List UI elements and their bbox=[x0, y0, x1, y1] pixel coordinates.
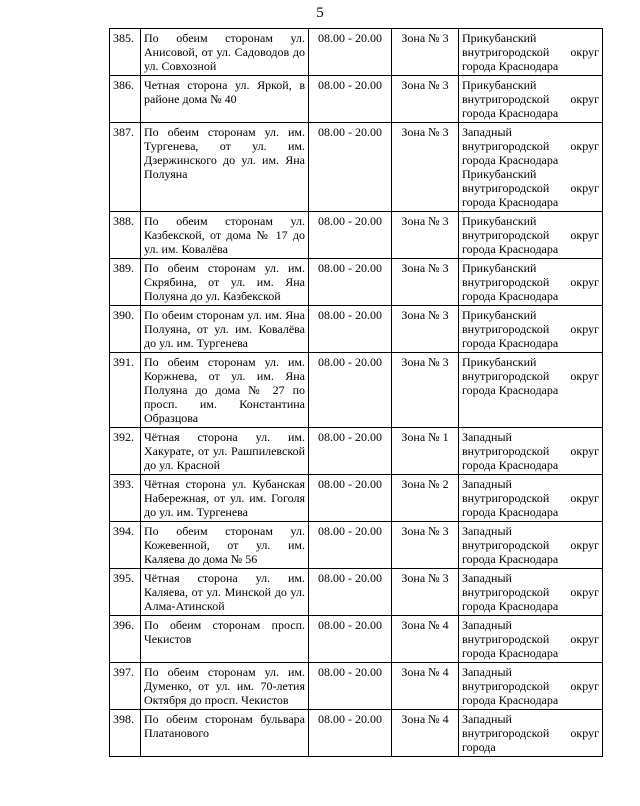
district-cell bbox=[459, 569, 603, 616]
district-cell bbox=[459, 76, 603, 123]
location-cell: По обеим сторонам ул. Анисовой, от ул. Садоводов до ул. Совхозной bbox=[141, 29, 309, 76]
location-cell: По обеим сторонам ул. Казбекской, от дома № 17 до ул. им. Ковалёва bbox=[141, 212, 309, 259]
table-row bbox=[110, 212, 603, 259]
district-text: Западный внутригородской округ города Краснодара bbox=[462, 665, 599, 707]
location-cell: По обеим сторонам ул. им. Скрябина, от ул. им. Яна Полуяна до ул. Казбекской bbox=[141, 259, 309, 306]
time-cell: 08.00 - 20.00 bbox=[309, 475, 392, 522]
district-cell bbox=[459, 475, 603, 522]
location-cell: По обеим сторонам ул. им. Думенко, от ул. им. 70-летия Октября до просп. Чекистов bbox=[141, 663, 309, 710]
district-cell bbox=[459, 212, 603, 259]
district-text: Прикубанский внутригородской округ города Краснодара bbox=[462, 167, 599, 209]
row-number: 393. bbox=[110, 475, 141, 522]
table-row bbox=[110, 428, 603, 475]
zone-cell: Зона № 4 bbox=[392, 663, 459, 710]
district-cell bbox=[459, 710, 603, 757]
district-text: Прикубанский внутригородской округ города Краснодара bbox=[462, 261, 599, 303]
table-row bbox=[110, 522, 603, 569]
row-number: 397. bbox=[110, 663, 141, 710]
time-cell: 08.00 - 20.00 bbox=[309, 663, 392, 710]
location-cell: По обеим сторонам ул. им. Тургенева, от ул. им. Дзержинского до ул. им. Яна Полуяна bbox=[141, 123, 309, 212]
zone-cell: Зона № 4 bbox=[392, 710, 459, 757]
location-cell: По обеим сторонам бульвара Платанового bbox=[141, 710, 309, 757]
time-cell: 08.00 - 20.00 bbox=[309, 259, 392, 306]
time-cell: 08.00 - 20.00 bbox=[309, 123, 392, 212]
row-number: 394. bbox=[110, 522, 141, 569]
district-text: Западный внутригородской округ города Краснодара bbox=[462, 524, 599, 566]
zone-cell: Зона № 3 bbox=[392, 76, 459, 123]
district-text: Западный внутригородской округ города Краснодара bbox=[462, 125, 599, 167]
row-number: 390. bbox=[110, 306, 141, 353]
district-cell bbox=[459, 306, 603, 353]
location-cell: По обеим сторонам ул. Кожевенной, от ул. им. Каляева до дома № 56 bbox=[141, 522, 309, 569]
district-cell bbox=[459, 616, 603, 663]
location-cell: Четная сторона ул. Яркой, в районе дома № 40 bbox=[141, 76, 309, 123]
row-number: 395. bbox=[110, 569, 141, 616]
district-text: Западный внутригородской округ города Краснодара bbox=[462, 571, 599, 613]
row-number: 385. bbox=[110, 29, 141, 76]
zone-cell: Зона № 2 bbox=[392, 475, 459, 522]
zone-cell: Зона № 3 bbox=[392, 353, 459, 428]
page-number: 5 bbox=[316, 5, 324, 21]
zone-cell: Зона № 3 bbox=[392, 522, 459, 569]
zone-cell: Зона № 3 bbox=[392, 123, 459, 212]
parking-zones-table bbox=[109, 28, 603, 757]
table-row bbox=[110, 475, 603, 522]
district-cell bbox=[459, 123, 603, 212]
time-cell: 08.00 - 20.00 bbox=[309, 428, 392, 475]
district-text: Западный внутригородской округ города Краснодара bbox=[462, 430, 599, 472]
time-cell: 08.00 - 20.00 bbox=[309, 29, 392, 76]
district-text: Прикубанский внутригородской округ города Краснодара bbox=[462, 78, 599, 120]
district-text: Прикубанский внутригородской округ города Краснодара bbox=[462, 355, 599, 397]
location-cell: По обеим сторонам просп. Чекистов bbox=[141, 616, 309, 663]
table-row bbox=[110, 76, 603, 123]
time-cell: 08.00 - 20.00 bbox=[309, 353, 392, 428]
row-number: 396. bbox=[110, 616, 141, 663]
row-number: 386. bbox=[110, 76, 141, 123]
district-cell bbox=[459, 522, 603, 569]
time-cell: 08.00 - 20.00 bbox=[309, 710, 392, 757]
row-number: 391. bbox=[110, 353, 141, 428]
zone-cell: Зона № 3 bbox=[392, 29, 459, 76]
zone-cell: Зона № 3 bbox=[392, 212, 459, 259]
time-cell: 08.00 - 20.00 bbox=[309, 212, 392, 259]
district-text: Западный внутригородской округ города bbox=[462, 712, 599, 754]
zone-cell: Зона № 3 bbox=[392, 259, 459, 306]
district-cell bbox=[459, 428, 603, 475]
table-row bbox=[110, 29, 603, 76]
table-row bbox=[110, 663, 603, 710]
table-row bbox=[110, 306, 603, 353]
district-text: Прикубанский внутригородской округ города Краснодара bbox=[462, 31, 599, 73]
time-cell: 08.00 - 20.00 bbox=[309, 522, 392, 569]
district-text: Прикубанский внутригородской округ города Краснодара bbox=[462, 308, 599, 350]
table-row bbox=[110, 353, 603, 428]
table-row bbox=[110, 616, 603, 663]
table-body bbox=[110, 29, 603, 757]
table-row bbox=[110, 123, 603, 212]
zone-cell: Зона № 1 bbox=[392, 428, 459, 475]
district-text: Западный внутригородской округ города Краснодара bbox=[462, 618, 599, 660]
location-cell: По обеим сторонам ул. им. Яна Полуяна, от ул. им. Ковалёва до ул. им. Тургенева bbox=[141, 306, 309, 353]
district-text: Прикубанский внутригородской округ города Краснодара bbox=[462, 214, 599, 256]
zone-cell: Зона № 3 bbox=[392, 569, 459, 616]
row-number: 392. bbox=[110, 428, 141, 475]
location-cell: Чётная сторона ул. им. Каляева, от ул. Минской до ул. Алма-Атинской bbox=[141, 569, 309, 616]
location-cell: Чётная сторона ул. Кубанская Набережная, от ул. им. Гоголя до ул. им. Тургенева bbox=[141, 475, 309, 522]
time-cell: 08.00 - 20.00 bbox=[309, 306, 392, 353]
table-row bbox=[110, 569, 603, 616]
time-cell: 08.00 - 20.00 bbox=[309, 76, 392, 123]
district-cell bbox=[459, 353, 603, 428]
zone-cell: Зона № 3 bbox=[392, 306, 459, 353]
time-cell: 08.00 - 20.00 bbox=[309, 569, 392, 616]
district-cell bbox=[459, 259, 603, 306]
district-text: Западный внутригородской округ города Краснодара bbox=[462, 477, 599, 519]
zone-cell: Зона № 4 bbox=[392, 616, 459, 663]
row-number: 398. bbox=[110, 710, 141, 757]
location-cell: По обеим сторонам ул. им. Коржнева, от ул. им. Яна Полуяна до дома № 27 по просп. им. Константина Образцова bbox=[141, 353, 309, 428]
row-number: 387. bbox=[110, 123, 141, 212]
table-row bbox=[110, 710, 603, 757]
row-number: 389. bbox=[110, 259, 141, 306]
district-cell bbox=[459, 663, 603, 710]
district-cell bbox=[459, 29, 603, 76]
row-number: 388. bbox=[110, 212, 141, 259]
location-cell: Чётная сторона ул. им. Хакурате, от ул. Рашпилевской до ул. Красной bbox=[141, 428, 309, 475]
time-cell: 08.00 - 20.00 bbox=[309, 616, 392, 663]
table-row bbox=[110, 259, 603, 306]
